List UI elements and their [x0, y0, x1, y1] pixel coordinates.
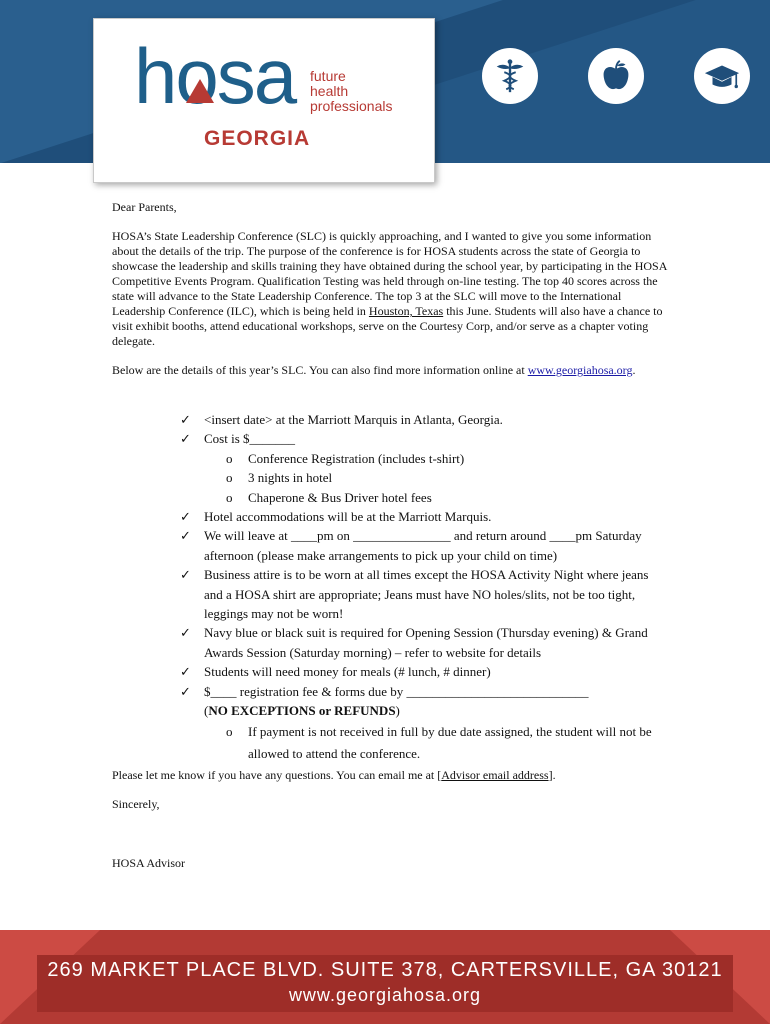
footer-address: 269 MARKET PLACE BLVD. SUITE 378, CARTERSVILLE, GA 30121	[47, 959, 723, 981]
payment-note: If payment is not received in full by due date assigned, the student will not be allowed to attend the conference.	[248, 723, 652, 761]
list-item	[180, 662, 660, 681]
hosa-logo-text: hosa	[134, 32, 296, 120]
list-item	[180, 623, 660, 662]
bullet-icon: o	[226, 723, 233, 739]
intro-paragraph	[112, 229, 672, 349]
bullet-icon: o	[226, 450, 233, 466]
sub-list-item	[180, 721, 660, 765]
signature: HOSA Advisor	[112, 856, 186, 870]
paren: (	[204, 703, 209, 719]
tagline-line: future	[310, 68, 346, 84]
details-intro-period: .	[632, 363, 636, 377]
sub-list-item	[180, 488, 660, 507]
paren: )	[395, 703, 400, 719]
date-location: <insert date> at the Marriott Marquis in Atlanta, Georgia.	[204, 412, 503, 427]
advisor-email[interactable]: Advisor email address	[441, 768, 549, 782]
intro-text-end: this June. Students will also have a chance to visit exhibit booths, attend educational workshops, serve on the Courtesy Corp, and/or serve as a chapter voting delegate.	[112, 304, 663, 348]
check-icon: ✓	[180, 683, 191, 699]
sub-list-item	[180, 468, 660, 487]
logo-triangle-icon	[186, 79, 214, 103]
attire: Business attire is to be worn at all times except the HOSA Activity Night where jeans and a HOSA shirt are appropriate; Jeans must have NO holes/slits, not be too tight, leggings may not be worn!	[204, 567, 649, 622]
check-icon: ✓	[180, 509, 191, 525]
cost: Cost is $_______	[204, 431, 296, 447]
logo-tagline	[310, 69, 393, 114]
hotel: Hotel accommodations will be at the Marriott Marquis.	[204, 509, 492, 525]
check-icon: ✓	[180, 625, 191, 641]
questions-text: Please let me know if you have any questions. You can email me at [	[112, 768, 442, 782]
details-list	[180, 410, 660, 765]
tagline-line: health	[310, 83, 349, 99]
meals: Students will need money for meals (# lunch, # dinner)	[204, 664, 491, 680]
check-icon: ✓	[180, 412, 191, 427]
bullet-icon: o	[226, 489, 233, 505]
check-icon: ✓	[180, 528, 191, 544]
list-item	[180, 565, 660, 623]
details-intro	[112, 363, 672, 378]
check-icon: ✓	[180, 664, 191, 680]
footer-website[interactable]: www.georgiahosa.org	[288, 985, 482, 1005]
details-intro-text: Below are the details of this year’s SLC. You can also find more information online at	[112, 363, 528, 377]
list-item	[180, 410, 660, 429]
ilc-location: Houston, Texas	[368, 304, 444, 318]
signoff: Sincerely,	[112, 797, 160, 811]
list-item	[180, 429, 660, 448]
footer-address-box	[37, 955, 733, 1012]
greeting: Dear Parents,	[112, 200, 177, 214]
cost-item: Chaperone & Bus Driver hotel fees	[248, 489, 432, 505]
hosa-logo-card	[93, 18, 435, 183]
apple-icon	[588, 48, 644, 104]
bullet-icon: o	[226, 470, 233, 486]
no-exceptions: NO EXCEPTIONS or REFUNDS	[208, 703, 396, 719]
list-item	[180, 507, 660, 526]
list-item	[180, 682, 660, 721]
registration-due: $____ registration fee & forms due by ____________________________	[204, 683, 589, 699]
graduation-cap-icon	[694, 48, 750, 104]
cost-item: Conference Registration (includes t-shirt)	[248, 450, 465, 466]
sub-list-item	[180, 449, 660, 468]
website-link[interactable]: www.georgiahosa.org	[527, 363, 633, 377]
questions-text-end: ].	[548, 768, 556, 782]
closing-questions	[112, 768, 672, 783]
cost-item: 3 nights in hotel	[248, 470, 333, 486]
check-icon: ✓	[180, 567, 191, 583]
departure: We will leave at ____pm on _______________ and return around ____pm Saturday afternoon (please make arrangements to pick up your child on time)	[204, 528, 642, 563]
logo-state: GEORGIA	[204, 127, 311, 150]
check-icon: ✓	[180, 431, 191, 447]
list-item	[180, 526, 660, 565]
tagline-line: professionals	[310, 98, 393, 114]
letter-body	[112, 200, 672, 392]
caduceus-icon	[482, 48, 538, 104]
suit-requirement: Navy blue or black suit is required for Opening Session (Thursday evening) & Grand Awards Session (Saturday morning) – refer to website for details	[204, 625, 648, 660]
intro-text: HOSA’s State Leadership Conference (SLC) is quickly approaching, and I wanted to give you some information about the details of the trip. The purpose of the conference is for HOSA students across the state of Georgia to showcase the leadership and skills training they have obtained during the school year, by participating in the HOSA Competitive Events Program. Qualification Testing was held through on-line testing. The top 40 scores across the state will advance to the State Leadership Conference. The top 3 at the SLC will move to the International Leadership Conference (ILC), which is being held in	[112, 229, 667, 318]
